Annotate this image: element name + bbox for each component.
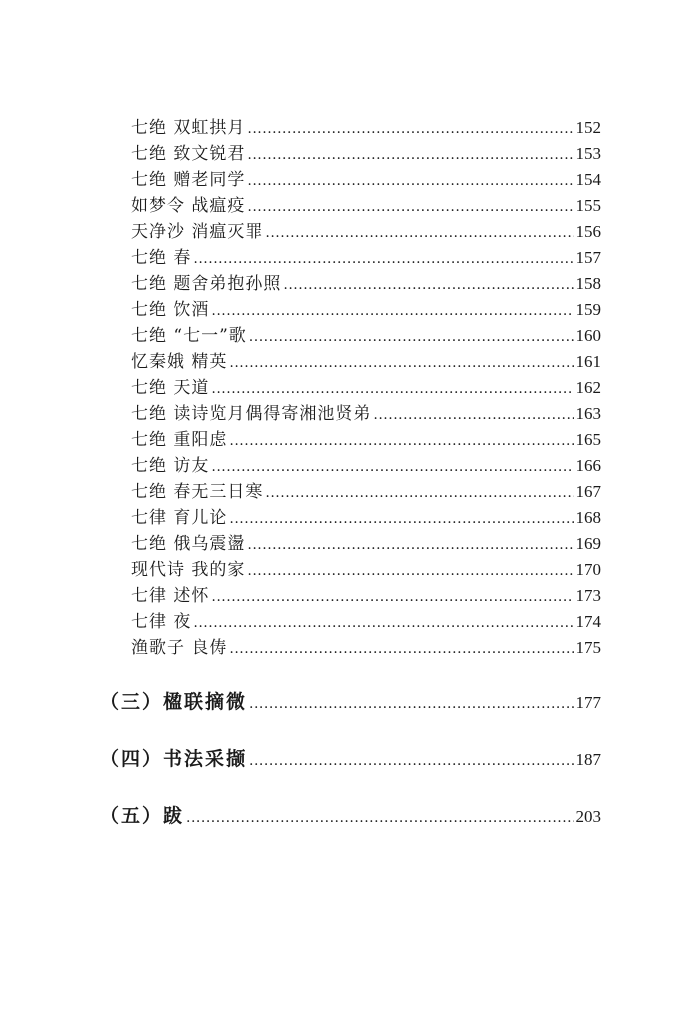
- entry-title: 七绝 重阳虑: [131, 430, 228, 450]
- toc-entry: [131, 531, 601, 557]
- toc-entry: [131, 583, 601, 609]
- toc-entry: [131, 323, 601, 349]
- toc-entry: [131, 557, 601, 583]
- entry-page-number: 155: [575, 196, 601, 215]
- entry-title: 七绝 题舍弟抱孙照: [131, 274, 282, 294]
- section-title: （四）书法采撷: [100, 748, 248, 770]
- toc-entry-list: [131, 115, 601, 661]
- entry-title: 天净沙 消瘟灭罪: [131, 222, 264, 242]
- toc-section-heading: [100, 686, 601, 718]
- entry-page-number: 158: [575, 274, 601, 293]
- toc-entry: [131, 635, 601, 661]
- entry-title: 现代诗 我的家: [131, 560, 246, 580]
- section-title: （三）楹联摘微: [100, 691, 248, 713]
- entry-title: 七绝 饮酒: [131, 300, 210, 320]
- toc-entry: [131, 167, 601, 193]
- toc-entry: [131, 193, 601, 219]
- entry-page-number: 154: [575, 170, 601, 189]
- section-page-number: 187: [575, 750, 601, 769]
- entry-title: 七绝 访友: [131, 456, 210, 476]
- entry-page-number: 153: [575, 144, 601, 163]
- dot-leader: [247, 194, 573, 220]
- toc-entry: [131, 479, 601, 505]
- entry-page-number: 160: [575, 326, 601, 345]
- entry-title: 七律 夜: [131, 612, 192, 632]
- entry-title: 七绝 “七一”歌: [131, 326, 247, 346]
- toc-entry: [131, 271, 601, 297]
- entry-title: 如梦令 战瘟疫: [131, 196, 246, 216]
- dot-leader: [249, 688, 573, 720]
- toc-entry: [131, 427, 601, 453]
- entry-page-number: 167: [575, 482, 601, 501]
- entry-page-number: 152: [575, 118, 601, 137]
- toc-entry: [131, 375, 601, 401]
- entry-page-number: 162: [575, 378, 601, 397]
- toc-entry: [131, 297, 601, 323]
- entry-title: 七绝 双虹拱月: [131, 118, 246, 138]
- toc-entry: [131, 609, 601, 635]
- dot-leader: [229, 428, 573, 454]
- entry-title: 七律 育儿论: [131, 508, 228, 528]
- entry-title: 七绝 读诗览月偶得寄湘池贤弟: [131, 404, 372, 424]
- entry-page-number: 166: [575, 456, 601, 475]
- entry-title: 渔歌子 良俦: [131, 638, 228, 658]
- entry-page-number: 170: [575, 560, 601, 579]
- entry-page-number: 169: [575, 534, 601, 553]
- entry-page-number: 174: [575, 612, 601, 631]
- dot-leader: [247, 532, 573, 558]
- dot-leader: [211, 298, 573, 324]
- toc-entry: [131, 349, 601, 375]
- entry-page-number: 163: [575, 404, 601, 423]
- toc-entry: [131, 505, 601, 531]
- entry-page-number: 156: [575, 222, 601, 241]
- entry-title: 七绝 春无三日寒: [131, 482, 264, 502]
- dot-leader: [211, 584, 573, 610]
- dot-leader: [283, 272, 573, 298]
- dot-leader: [229, 350, 573, 376]
- entry-page-number: 168: [575, 508, 601, 527]
- entry-page-number: 157: [575, 248, 601, 267]
- toc-entry: [131, 401, 601, 427]
- dot-leader: [373, 402, 573, 428]
- dot-leader: [193, 610, 573, 636]
- dot-leader: [193, 246, 573, 272]
- dot-leader: [186, 802, 573, 834]
- dot-leader: [265, 220, 573, 246]
- dot-leader: [265, 480, 573, 506]
- toc-section-heading: [100, 743, 601, 775]
- toc-entry: [131, 453, 601, 479]
- section-page-number: 177: [575, 693, 601, 712]
- dot-leader: [211, 454, 573, 480]
- entry-page-number: 159: [575, 300, 601, 319]
- entry-page-number: 165: [575, 430, 601, 449]
- toc-entry: [131, 115, 601, 141]
- toc-entry: [131, 245, 601, 271]
- dot-leader: [247, 116, 573, 142]
- entry-title: 七绝 春: [131, 248, 192, 268]
- toc-section-list: [100, 686, 601, 857]
- dot-leader: [211, 376, 573, 402]
- entry-title: 七绝 致文锐君: [131, 144, 246, 164]
- entry-title: 七律 述怀: [131, 586, 210, 606]
- dot-leader: [247, 558, 573, 584]
- toc-entry: [131, 141, 601, 167]
- entry-page-number: 173: [575, 586, 601, 605]
- section-page-number: 203: [575, 807, 601, 826]
- dot-leader: [247, 168, 573, 194]
- dot-leader: [229, 506, 573, 532]
- dot-leader: [247, 142, 573, 168]
- dot-leader: [249, 745, 573, 777]
- entry-title: 七绝 天道: [131, 378, 210, 398]
- toc-entry: [131, 219, 601, 245]
- dot-leader: [229, 636, 573, 662]
- toc-section-heading: [100, 800, 601, 832]
- entry-title: 忆秦娥 精英: [131, 352, 228, 372]
- section-title: （五）跋: [100, 805, 185, 827]
- entry-title: 七绝 赠老同学: [131, 170, 246, 190]
- dot-leader: [249, 324, 574, 350]
- entry-page-number: 175: [575, 638, 601, 657]
- entry-page-number: 161: [575, 352, 601, 371]
- entry-title: 七绝 俄乌震盪: [131, 534, 246, 554]
